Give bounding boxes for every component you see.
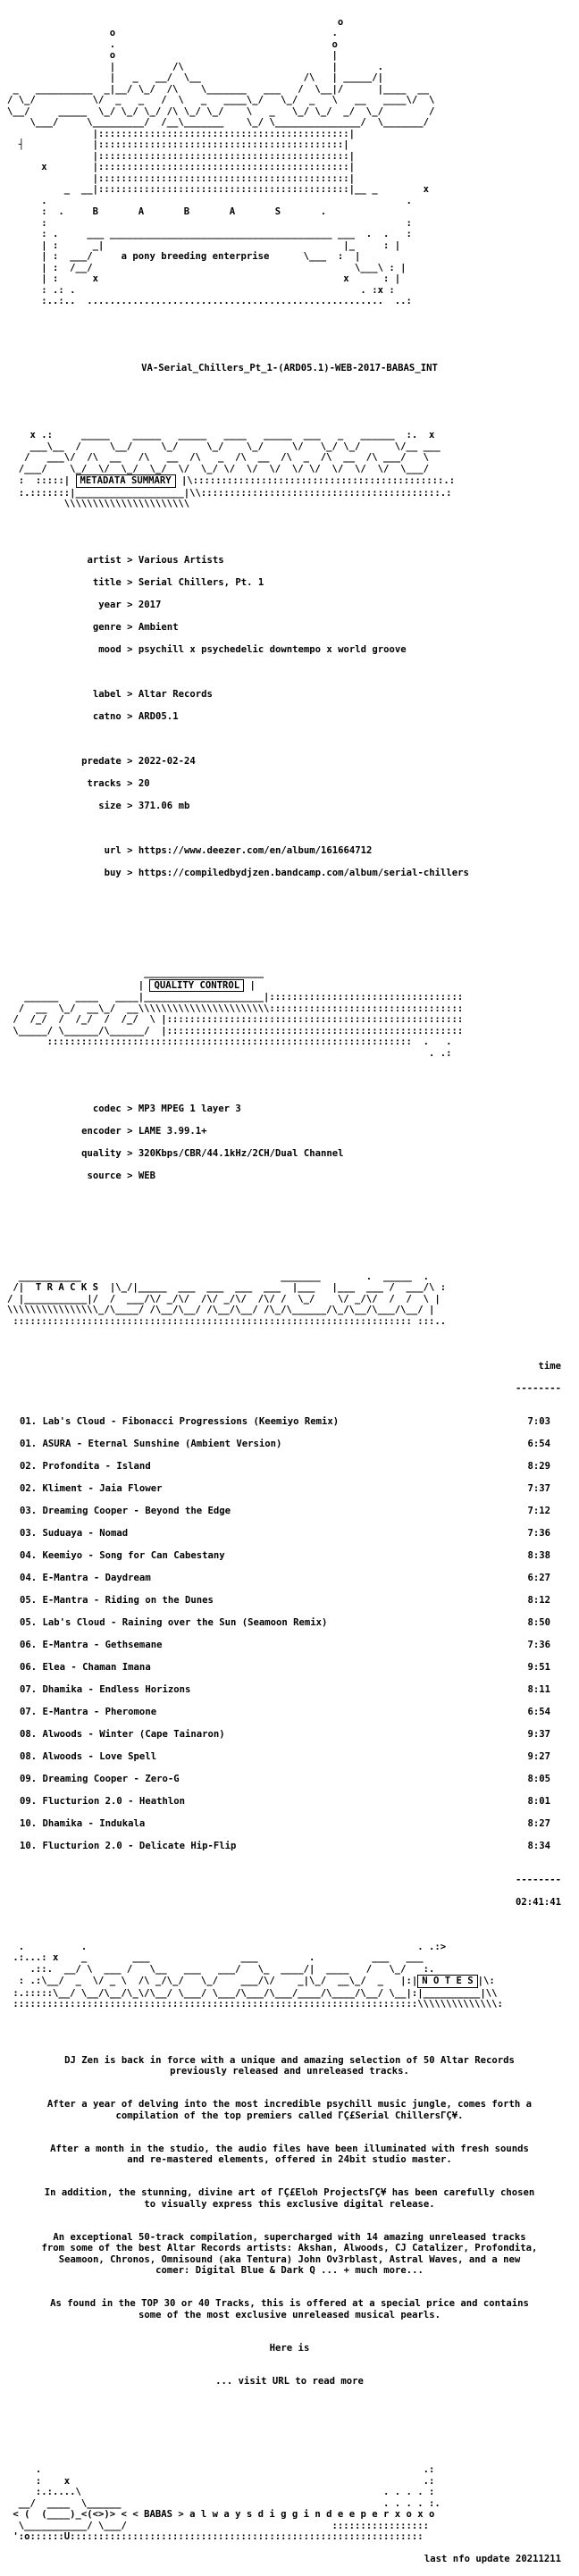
notes-paragraph: An exceptional 50-track compilation, supercharged with 14 amazing unreleased tracks from some of the best Altar Records artists: Akshan, Alwoods, CJ Catalizer, Profondita, Seamoon, Chronos, Omnisound (aka Tentura) John Ov3rblast, Astral Waves, and a new comer: Digital Blue & Dark Q ... + much more... (41, 2231, 538, 2276)
track-row: 04. Keemiyo - Song for Can Cabestany 8:38 (20, 1550, 550, 1561)
footer-art: . .: : x .: :.:....\ . . . . : __/ ____ \______ . . . . :. < ( (____)_<(<>)> < < BABAS > a l w a y s d i g g i n d e e p e r x o x o \___________/ \___/ ::::::::::::::::: ':o::::::U:::::::::::::::::::::::::::::::::::::::::::::::::::::::::::::: (13, 2464, 441, 2542)
babas-logo-art: o o . . o o | | /\ | . | _ __/ \__ /\ | _____/| _ __________ _|__/ \_/ /\ \_______ ___ / \__|/ |____ __ / \_/ \/ _ _ / \ _ ____\_/ \_/ _ \ __ ____\/ \ \__/ _____ \_/ \_/ \_/ /\ \_/ \_/ \ _ \_/ \_/ _/ \_/ / \___/ \_________/ /__\_______ \_/ \_______________/ \_______/ |::::::::::::::::::::::::::::::::::::::::::::| ┤ |:::::::::::::::::::::::::::::::::::::::::::| |::::::::::::::::::::::::::::::::::::::::::::| x |::::::::::::::::::::::::::::::::::::::::::::| |::::::::::::::::::::::::::::::::::::::::::::| _ __|::::::::::::::::::::::::::::::::::::::::::::|__ _ x . . : . B A B A S . : : : . ___ _______________________________________ ___ . . : | : _| |_ : | | : ___/ a pony breeding enterprise \___ : | | : /__/ \___\ : | | : x x : | : .: . . :x : :..:.. .................................................... ..: (7, 16, 435, 306)
track-row: 05. Lab's Cloud - Raining over the Sun (Seamoon Remix) 8:50 (20, 1617, 550, 1628)
metadata-row: year > 2017 (98, 599, 162, 610)
total-time: 02:41:41 (515, 1896, 561, 1908)
metadata-row: genre > Ambient (92, 621, 179, 633)
notes-paragraph: In addition, the stunning, divine art of ΓÇ£Eloh ProjectsΓÇ¥ has been carefully chosen to visually express this exclusive digital release. (44, 2187, 535, 2210)
notes-banner-art: . . . .:> .:...: x _ ___ ___ . ___ ___ .::. __/ \ ___ / \__ ___ ___/ \_ ____/| ____ / \_/ :. : .:\__/ _ \/ _ \ /\ _/\_/ \_/ ___/\/ _|\_/ __\_/ _ |:| N O T E S |\: :.:::::\__/ \__/\__/\_\/\__/ \___/ \___/\___/\___/____/\____/\__/ \__|:|__________|\\ :::::::::::::::::::::::::::::::::::::::::::::::::::::::::::::::::::::::\\\\\\\\\\\\\\: (13, 1941, 503, 2010)
metadata-row: tracks > 20 (87, 777, 150, 789)
logo-tagline: a pony breeding enterprise (121, 251, 270, 262)
tracks-divider: -------- (515, 1382, 561, 1394)
tracks-banner-art: ___________ _______ . _____ . /| T R A C K S |\_/|_____ ___ ___ ___ ___ |___ |___ ___ / ___/\ : / |___________|/ / ___/\/ _/\/ /\/ _/\/ /\/ / \_/ \/ _/\/ / / \ | \\\\\\\\\\\\\\\\_/\____/ /\__/\__/ /\__/\__/ /\_/\______/\_/\__/\___/\__/ | :::::::::::::::::::::::::::::::::::::::::::::::::::::::::::::::::::::: :::.. (7, 1271, 447, 1327)
track-row: 09. Dreaming Cooper - Zero-G 8:05 (20, 1774, 550, 1784)
metadata-banner-art: x .: _____ _____ _____ ____ _____ ___ _ ______ :. x ___\__ / \__/ \_/ \_/ \_/ \/ \_/ \_/ \/__ ___ / ___\/ /\ __ /\ __ /\ _ /\ __ /\ _ /\ __ /\ ___/ \ /___/ \_/ \/ \_/ \_/ \/ \_/ \/ \/ \/ \/ \/ \/ \/ \/ \___/ : :::::| METADATA SUMMARY |\::::::::::::::::::::::::::::::::::::::::::::.: :.:::::::|___________________|\\::::::::::::::::::::::::::::::::::::::::::.: \\\\\\\\\\\\\\\\\\\\\\ (18, 430, 456, 509)
notes-body (7, 2043, 572, 2409)
quality-list (7, 1093, 572, 1194)
metadata-row: mood > psychill x psychedelic downtempo x world groove (98, 643, 407, 655)
logo-letters: B A B A S (92, 206, 281, 217)
track-row: 05. E-Mantra - Riding on the Dunes 8:12 (20, 1595, 550, 1606)
nfo-document (7, 5, 572, 2576)
metadata-row: title > Serial Chillers, Pt. 1 (92, 576, 264, 588)
track-row: 09. Flucturion 2.0 - Heathlon 8:01 (20, 1796, 550, 1807)
notes-paragraph: After a year of delving into the most incredible psychill music jungle, comes forth a compilation of the top premiers called ΓÇ£Serial ChillersΓÇ¥. (46, 2099, 533, 2121)
track-row: 07. E-Mantra - Pheromone 6:54 (20, 1707, 550, 1717)
notes-read-more: ... visit URL to read more (215, 2375, 364, 2387)
quality-section-title: QUALITY CONTROL (149, 979, 244, 993)
track-row: 10. Dhamika - Indukala 8:27 (20, 1818, 550, 1829)
release-name: VA-Serial_Chillers_Pt_1-(ARD05.1)-WEB-2017-BABAS_INT (141, 363, 438, 373)
notes-paragraph: After a month in the studio, the audio files have been illuminated with fresh sounds and re-mastered elements, offered in 24bit studio master. (50, 2143, 529, 2165)
track-row: 08. Alwoods - Winter (Cape Tainaron) 9:37 (20, 1729, 550, 1740)
track-row: 01. Lab's Cloud - Fibonacci Progressions (Keemiyo Remix) 7:03 (20, 1416, 550, 1427)
bandcamp-link[interactable]: https://compiledbydjzen.bandcamp.com/album/serial-chillers (138, 867, 469, 878)
notes-section-title: N O T E S (417, 1975, 477, 1988)
track-row: 04. E-Mantra - Daydream 6:27 (20, 1573, 550, 1583)
footer-motto: < BABAS > a l w a y s d i g g i n d e e p e r x o x o (132, 2509, 435, 2520)
track-row: 06. E-Mantra - Gethsemane 7:36 (20, 1640, 550, 1650)
deezer-link[interactable]: https://www.deezer.com/en/album/161664712 (138, 844, 373, 856)
metadata-buy-row[interactable]: buy > https://compiledbydjzen.bandcamp.com/album/serial-chillers (104, 867, 469, 878)
track-row: 08. Alwoods - Love Spell 9:27 (20, 1751, 550, 1762)
tracks-section-title: T R A C K S (35, 1282, 99, 1293)
track-row: 07. Dhamika - Endless Horizons 8:11 (20, 1684, 550, 1695)
tracks-divider-bottom: -------- (515, 1874, 561, 1885)
metadata-list (7, 543, 572, 890)
tracks-time-header: time (538, 1360, 561, 1372)
track-row: 06. Elea - Chaman Imana 9:51 (20, 1662, 550, 1673)
notes-paragraph: Here is (269, 2342, 310, 2354)
metadata-row: artist > Various Artists (87, 554, 224, 566)
metadata-section-title: METADATA SUMMARY (76, 474, 176, 488)
quality-row: codec > MP3 MPEG 1 layer 3 (92, 1103, 241, 1114)
tracklist (7, 1405, 572, 1864)
track-row: 02. Profondita - Island 8:29 (20, 1461, 550, 1472)
quality-banner-art: _____________________ | QUALITY CONTROL | ______ ____ ____|_____________________|:::::::::::::::::::::::::::::::::: / __ \_/ __\_/ __\\\\\\\\\\\\\\\\\\\\\\\:::::::::::::::::::::::::::::::::: / /_/ / /_/ / /_/ \ |:::::::::::::::::::::::::::::::::::::::::::::::::::: \_____/ \______/\______/ |:::::::::::::::::::::::::::::::::::::::::::::::::::: :::::::::::::::::::::::::::::::::::::::::::::::::::::::::::::::: . . . .: (13, 968, 464, 1059)
metadata-row: label > Altar Records (92, 688, 213, 700)
track-row: 01. ASURA - Eternal Sunshine (Ambient Version) 6:54 (20, 1439, 550, 1449)
metadata-row: predate > 2022-02-24 (81, 755, 196, 767)
track-row: 02. Kliment - Jaia Flower 7:37 (20, 1483, 550, 1494)
metadata-row: size > 371.06 mb (98, 800, 190, 811)
notes-paragraph: As found in the TOP 30 or 40 Tracks, this is offered at a special price and contains some of the most exclusive unreleased musical pearls. (50, 2298, 529, 2320)
metadata-url-row[interactable]: url > https://www.deezer.com/en/album/161664712 (104, 844, 373, 856)
quality-row: encoder > LAME 3.99.1+ (81, 1126, 207, 1137)
track-row: 03. Suduaya - Nomad 7:36 (20, 1528, 550, 1539)
track-row: 10. Flucturion 2.0 - Delicate Hip-Flip 8:34 (20, 1841, 550, 1851)
quality-row: quality > 320Kbps/CBR/44.1kHz/2CH/Dual Channel (81, 1148, 344, 1159)
last-update: last nfo update 20211211 (424, 2554, 561, 2564)
metadata-row: catno > ARD05.1 (92, 710, 179, 722)
track-row: 03. Dreaming Cooper - Beyond the Edge 7:12 (20, 1506, 550, 1516)
quality-row: source > WEB (87, 1171, 156, 1181)
notes-paragraph: DJ Zen is back in force with a unique and amazing selection of 50 Altar Records previously released and unreleased tracks. (64, 2054, 515, 2077)
